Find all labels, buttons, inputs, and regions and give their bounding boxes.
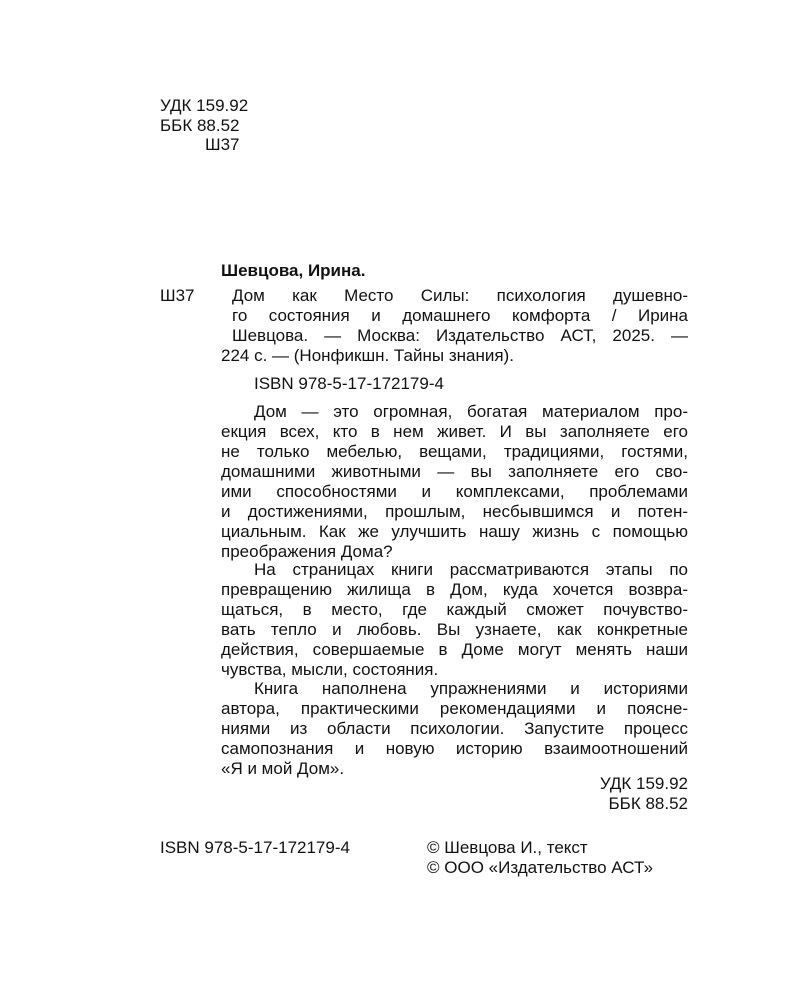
annotation-line: Дом — это огромная, богатая материалом про- bbox=[254, 402, 688, 421]
copyright-author: © Шевцова И., текст bbox=[427, 838, 588, 857]
annotation-paragraph-3 bbox=[221, 679, 688, 779]
bbk-bottom: ББК 88.52 bbox=[608, 794, 688, 813]
annotation-line: и достижениями, прошлым, несбывшимся и потен- bbox=[221, 502, 688, 521]
copyright-publisher: © ООО «Издательство АСТ» bbox=[427, 858, 654, 877]
annotation-line: автора, практическими рекомендациями и поясне- bbox=[221, 699, 688, 718]
title-statement bbox=[232, 286, 688, 346]
annotation-line: не только мебелью, вещами, традициями, гостями, bbox=[221, 442, 688, 461]
annotation-paragraph-2 bbox=[221, 560, 688, 680]
annotation-line: Книга наполнена упражнениями и историями bbox=[254, 679, 688, 698]
title-line-last: 224 с. — (Нонфикшн. Тайны знания). bbox=[221, 346, 514, 365]
isbn-record: ISBN 978-5-17-172179-4 bbox=[254, 374, 444, 393]
annotation-line: екция всех, кто в нем живет. И вы заполняете его bbox=[221, 422, 688, 441]
annotation-line: чувства, мысли, состояния. bbox=[221, 660, 439, 679]
annotation-line: ниями из области психологии. Запустите процесс bbox=[221, 719, 688, 738]
author-heading: Шевцова, Ирина. bbox=[221, 261, 366, 280]
annotation-line: ими способностями и комплексами, проблемами bbox=[221, 482, 688, 501]
annotation-line: преображения Дома? bbox=[221, 542, 393, 561]
annotation-line: циальным. Как же улучшить нашу жизнь с помощью bbox=[221, 522, 688, 541]
author-mark: Ш37 bbox=[160, 286, 195, 305]
title-line: Шевцова. — Москва: Издательство АСТ, 2025. — bbox=[232, 326, 688, 345]
udk-top: УДК 159.92 bbox=[160, 96, 249, 115]
author-mark-top: Ш37 bbox=[205, 135, 240, 154]
bbk-top: ББК 88.52 bbox=[160, 116, 240, 135]
title-line: го состояния и домашнего комфорта / Ирина bbox=[232, 306, 688, 325]
annotation-line: щаться, в место, где каждый сможет почувство- bbox=[221, 600, 688, 619]
annotation-paragraph-1 bbox=[221, 402, 688, 562]
annotation-line: вать тепло и любовь. Вы узнаете, как конкретные bbox=[221, 620, 688, 639]
annotation-line: домашними животными — вы заполняете его сво- bbox=[221, 462, 688, 481]
isbn-footer: ISBN 978-5-17-172179-4 bbox=[160, 838, 350, 857]
annotation-line: «Я и мой Дом». bbox=[221, 759, 345, 778]
annotation-line: самопознания и новую историю взаимоотношений bbox=[221, 739, 688, 758]
annotation-line: действия, совершаемые в Доме могут менять наши bbox=[221, 640, 688, 659]
annotation-line: превращению жилища в Дом, куда хочется возвра- bbox=[221, 580, 688, 599]
title-line: Дом как Место Силы: психология душевно- bbox=[232, 286, 688, 305]
udk-bottom: УДК 159.92 bbox=[599, 774, 688, 793]
annotation-line: На страницах книги рассматриваются этапы по bbox=[254, 560, 688, 579]
